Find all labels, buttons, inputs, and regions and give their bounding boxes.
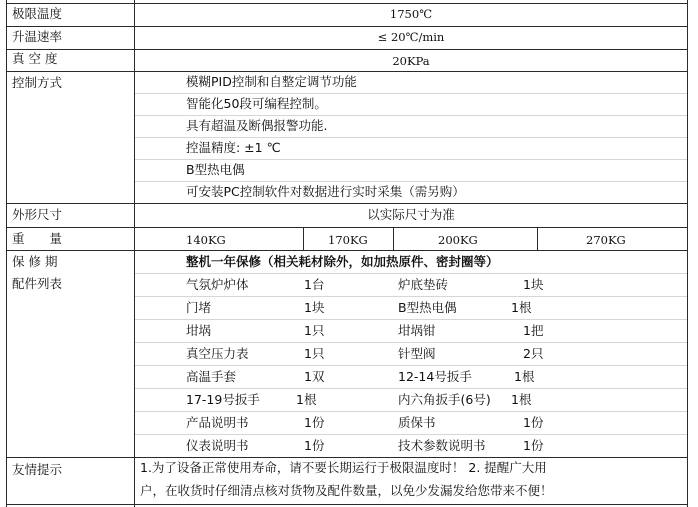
- control-item: 模糊PID控制和自整定调节功能: [186, 74, 357, 89]
- tips-line: 1.为了设备正常使用寿命，请不要长期运行于极限温度时！ 2. 提醒广大用: [140, 460, 547, 475]
- dimensions-label: 外形尺寸: [12, 207, 63, 222]
- accessory-name: 门堵: [186, 300, 212, 315]
- accessory-name: 针型阀: [398, 346, 436, 361]
- control-item: 智能化50段可编程控制。: [186, 96, 327, 111]
- accessory-qty: 1份: [304, 438, 325, 453]
- weight-value: 140KG: [186, 233, 226, 247]
- accessory-name: 17-19号扳手: [186, 392, 260, 407]
- accessory-qty: 1台: [304, 277, 325, 292]
- accessory-name: 仪表说明书: [186, 438, 249, 453]
- tips-label: 友情提示: [12, 462, 63, 477]
- accessory-name: 坩埚: [186, 323, 212, 338]
- heating-rate-label: 升温速率: [12, 29, 63, 44]
- accessory-name: 高温手套: [186, 369, 237, 384]
- vacuum-value: 20KPa: [392, 54, 430, 68]
- accessory-qty: 1份: [523, 438, 544, 453]
- tips-line: 户，在收货时仔细清点核对货物及配件数量，以免少发漏发给您带来不便！: [140, 483, 553, 498]
- accessory-qty: 1份: [304, 415, 325, 430]
- accessory-name: 坩埚钳: [398, 323, 436, 338]
- heating-rate-value: ≤ 20℃/min: [377, 30, 445, 44]
- accessory-qty: 1根: [511, 300, 532, 315]
- accessory-qty: 1双: [304, 369, 325, 384]
- accessory-qty: 1根: [511, 392, 532, 407]
- accessory-qty: 1块: [523, 277, 544, 292]
- control-item: 具有超温及断偶报警功能.: [186, 118, 328, 133]
- dimensions-value: 以实际尺寸为准: [367, 207, 455, 222]
- accessory-name: B型热电偶: [398, 300, 457, 315]
- accessory-name: 气氛炉炉体: [186, 277, 249, 292]
- warranty-value: 整机一年保修（相关耗材除外，如加热原件、密封圈等）: [186, 254, 499, 269]
- weight-label: 重 量: [12, 231, 63, 246]
- label-column-divider: [134, 0, 135, 507]
- warranty-label: 保 修 期: [12, 254, 58, 269]
- accessory-qty: 1根: [514, 369, 535, 384]
- accessory-name: 内六角扳手(6号): [398, 392, 491, 407]
- accessory-qty: 1根: [296, 392, 317, 407]
- max-temp-value: 1750℃: [389, 7, 433, 21]
- control-item: 控温精度: ±1 ℃: [186, 140, 281, 155]
- control-item: 可安装PC控制软件对数据进行实时采集（需另购）: [186, 184, 465, 199]
- accessory-qty: 1只: [304, 346, 325, 361]
- weight-value: 200KG: [438, 233, 478, 247]
- accessory-name: 真空压力表: [186, 346, 249, 361]
- accessory-name: 产品说明书: [186, 415, 249, 430]
- max-temp-label: 极限温度: [12, 6, 63, 21]
- control-method-label: 控制方式: [12, 75, 63, 90]
- accessory-qty: 1块: [304, 300, 325, 315]
- accessory-qty: 2只: [523, 346, 544, 361]
- accessories-label: 配件列表: [12, 276, 63, 291]
- control-item: B型热电偶: [186, 162, 245, 177]
- accessory-name: 12-14号扳手: [398, 369, 472, 384]
- accessory-qty: 1把: [523, 323, 544, 338]
- weight-value: 170KG: [328, 233, 368, 247]
- accessory-name: 质保书: [398, 415, 436, 430]
- spec-table: [6, 0, 688, 507]
- accessory-name: 技术参数说明书: [398, 438, 486, 453]
- accessory-qty: 1份: [523, 415, 544, 430]
- table-left-border: [6, 0, 7, 507]
- vacuum-label: 真 空 度: [12, 51, 58, 66]
- weight-value: 270KG: [586, 233, 626, 247]
- accessory-qty: 1只: [304, 323, 325, 338]
- table-right-border: [687, 0, 688, 507]
- accessory-name: 炉底垫砖: [398, 277, 449, 292]
